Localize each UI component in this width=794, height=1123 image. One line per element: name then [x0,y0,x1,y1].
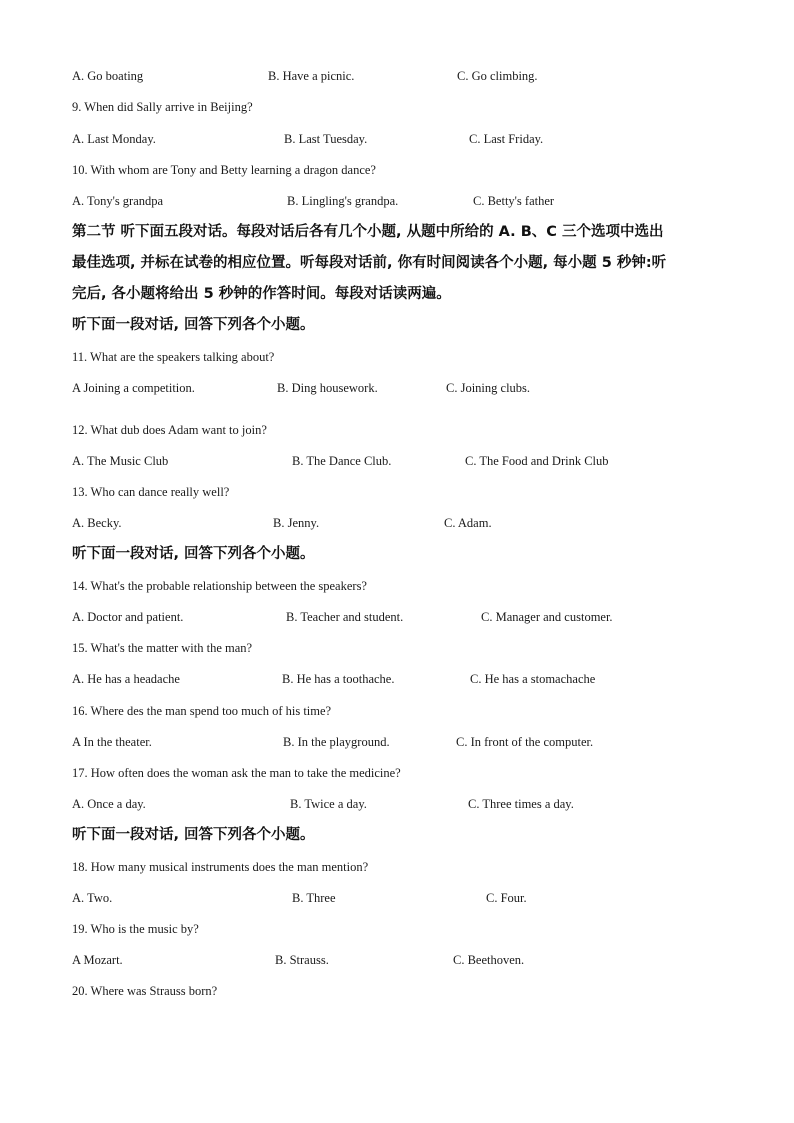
dialogue-heading: 听下面一段对话, 回答下列各个小题。 [72,827,315,843]
option-c[interactable]: C. Three times a day. [468,797,574,811]
option-b[interactable]: B. Lingling's grandpa. [287,194,399,208]
question-14: 14. What's the probable relationship between the speakers? [72,579,367,593]
option-b[interactable]: B. Last Tuesday. [284,132,368,146]
option-b[interactable]: B. Jenny. [273,516,320,530]
question-20: 20. Where was Strauss born? [72,984,218,998]
question-18: 18. How many musical instruments does the man mention? [72,860,369,874]
option-b[interactable]: B. He has a toothache. [282,672,395,686]
option-c[interactable]: C. Manager and customer. [481,610,613,624]
option-b[interactable]: B. The Dance Club. [292,454,392,468]
option-a[interactable]: A. Once a day. [72,797,146,811]
section-heading: 完后, 各小题将给出 5 秒钟的作答时间。每段对话读两遍。 [72,286,451,302]
option-c[interactable]: C. Last Friday. [469,132,544,146]
option-a[interactable]: A. Becky. [72,516,122,530]
option-c[interactable]: C. Adam. [444,516,492,530]
option-a[interactable]: A Joining a competition. [72,381,195,395]
option-a[interactable]: A. Doctor and patient. [72,610,184,624]
option-c[interactable]: C. The Food and Drink Club [465,454,609,468]
question-13: 13. Who can dance really well? [72,485,230,499]
option-c[interactable]: C. Joining clubs. [446,381,531,395]
question-19: 19. Who is the music by? [72,922,199,936]
option-b[interactable]: B. Have a picnic. [268,69,355,83]
option-a[interactable]: A. Last Monday. [72,132,156,146]
option-a[interactable]: A. He has a headache [72,672,180,686]
question-11: 11. What are the speakers talking about? [72,350,275,364]
option-c[interactable]: C. Four. [486,891,527,905]
option-b[interactable]: B. In the playground. [283,735,390,749]
option-a[interactable]: A. Two. [72,891,113,905]
option-b[interactable]: B. Strauss. [275,953,329,967]
question-12: 12. What dub does Adam want to join? [72,423,267,437]
option-c[interactable]: C. Beethoven. [453,953,525,967]
question-16: 16. Where des the man spend too much of his time? [72,704,332,718]
option-a[interactable]: A. Go boating [72,69,144,83]
option-c[interactable]: C. Go climbing. [457,69,538,83]
question-9: 9. When did Sally arrive in Beijing? [72,100,253,114]
option-a[interactable]: A Mozart. [72,953,123,967]
option-a[interactable]: A. Tony's grandpa [72,194,164,208]
option-b[interactable]: B. Three [292,891,336,905]
question-15: 15. What's the matter with the man? [72,641,253,655]
dialogue-heading: 听下面一段对话, 回答下列各个小题。 [72,546,315,562]
option-b[interactable]: B. Twice a day. [290,797,367,811]
section-heading: 最佳选项, 并标在试卷的相应位置。听每段对话前, 你有时间阅读各个小题, 每小题 5 秒钟:听 [72,255,667,271]
option-b[interactable]: B. Ding housework. [277,381,378,395]
question-17: 17. How often does the woman ask the man to take the medicine? [72,766,401,780]
option-a[interactable]: A. The Music Club [72,454,169,468]
option-b[interactable]: B. Teacher and student. [286,610,404,624]
question-10: 10. With whom are Tony and Betty learning a dragon dance? [72,163,376,177]
option-c[interactable]: C. In front of the computer. [456,735,594,749]
option-a[interactable]: A In the theater. [72,735,152,749]
dialogue-heading: 听下面一段对话, 回答下列各个小题。 [72,317,315,333]
section-heading: 第二节 听下面五段对话。每段对话后各有几个小题, 从题中所给的 A. B、C 三个选项中选出 [72,224,664,240]
option-c[interactable]: C. Betty's father [473,194,555,208]
option-c[interactable]: C. He has a stomachache [470,672,596,686]
